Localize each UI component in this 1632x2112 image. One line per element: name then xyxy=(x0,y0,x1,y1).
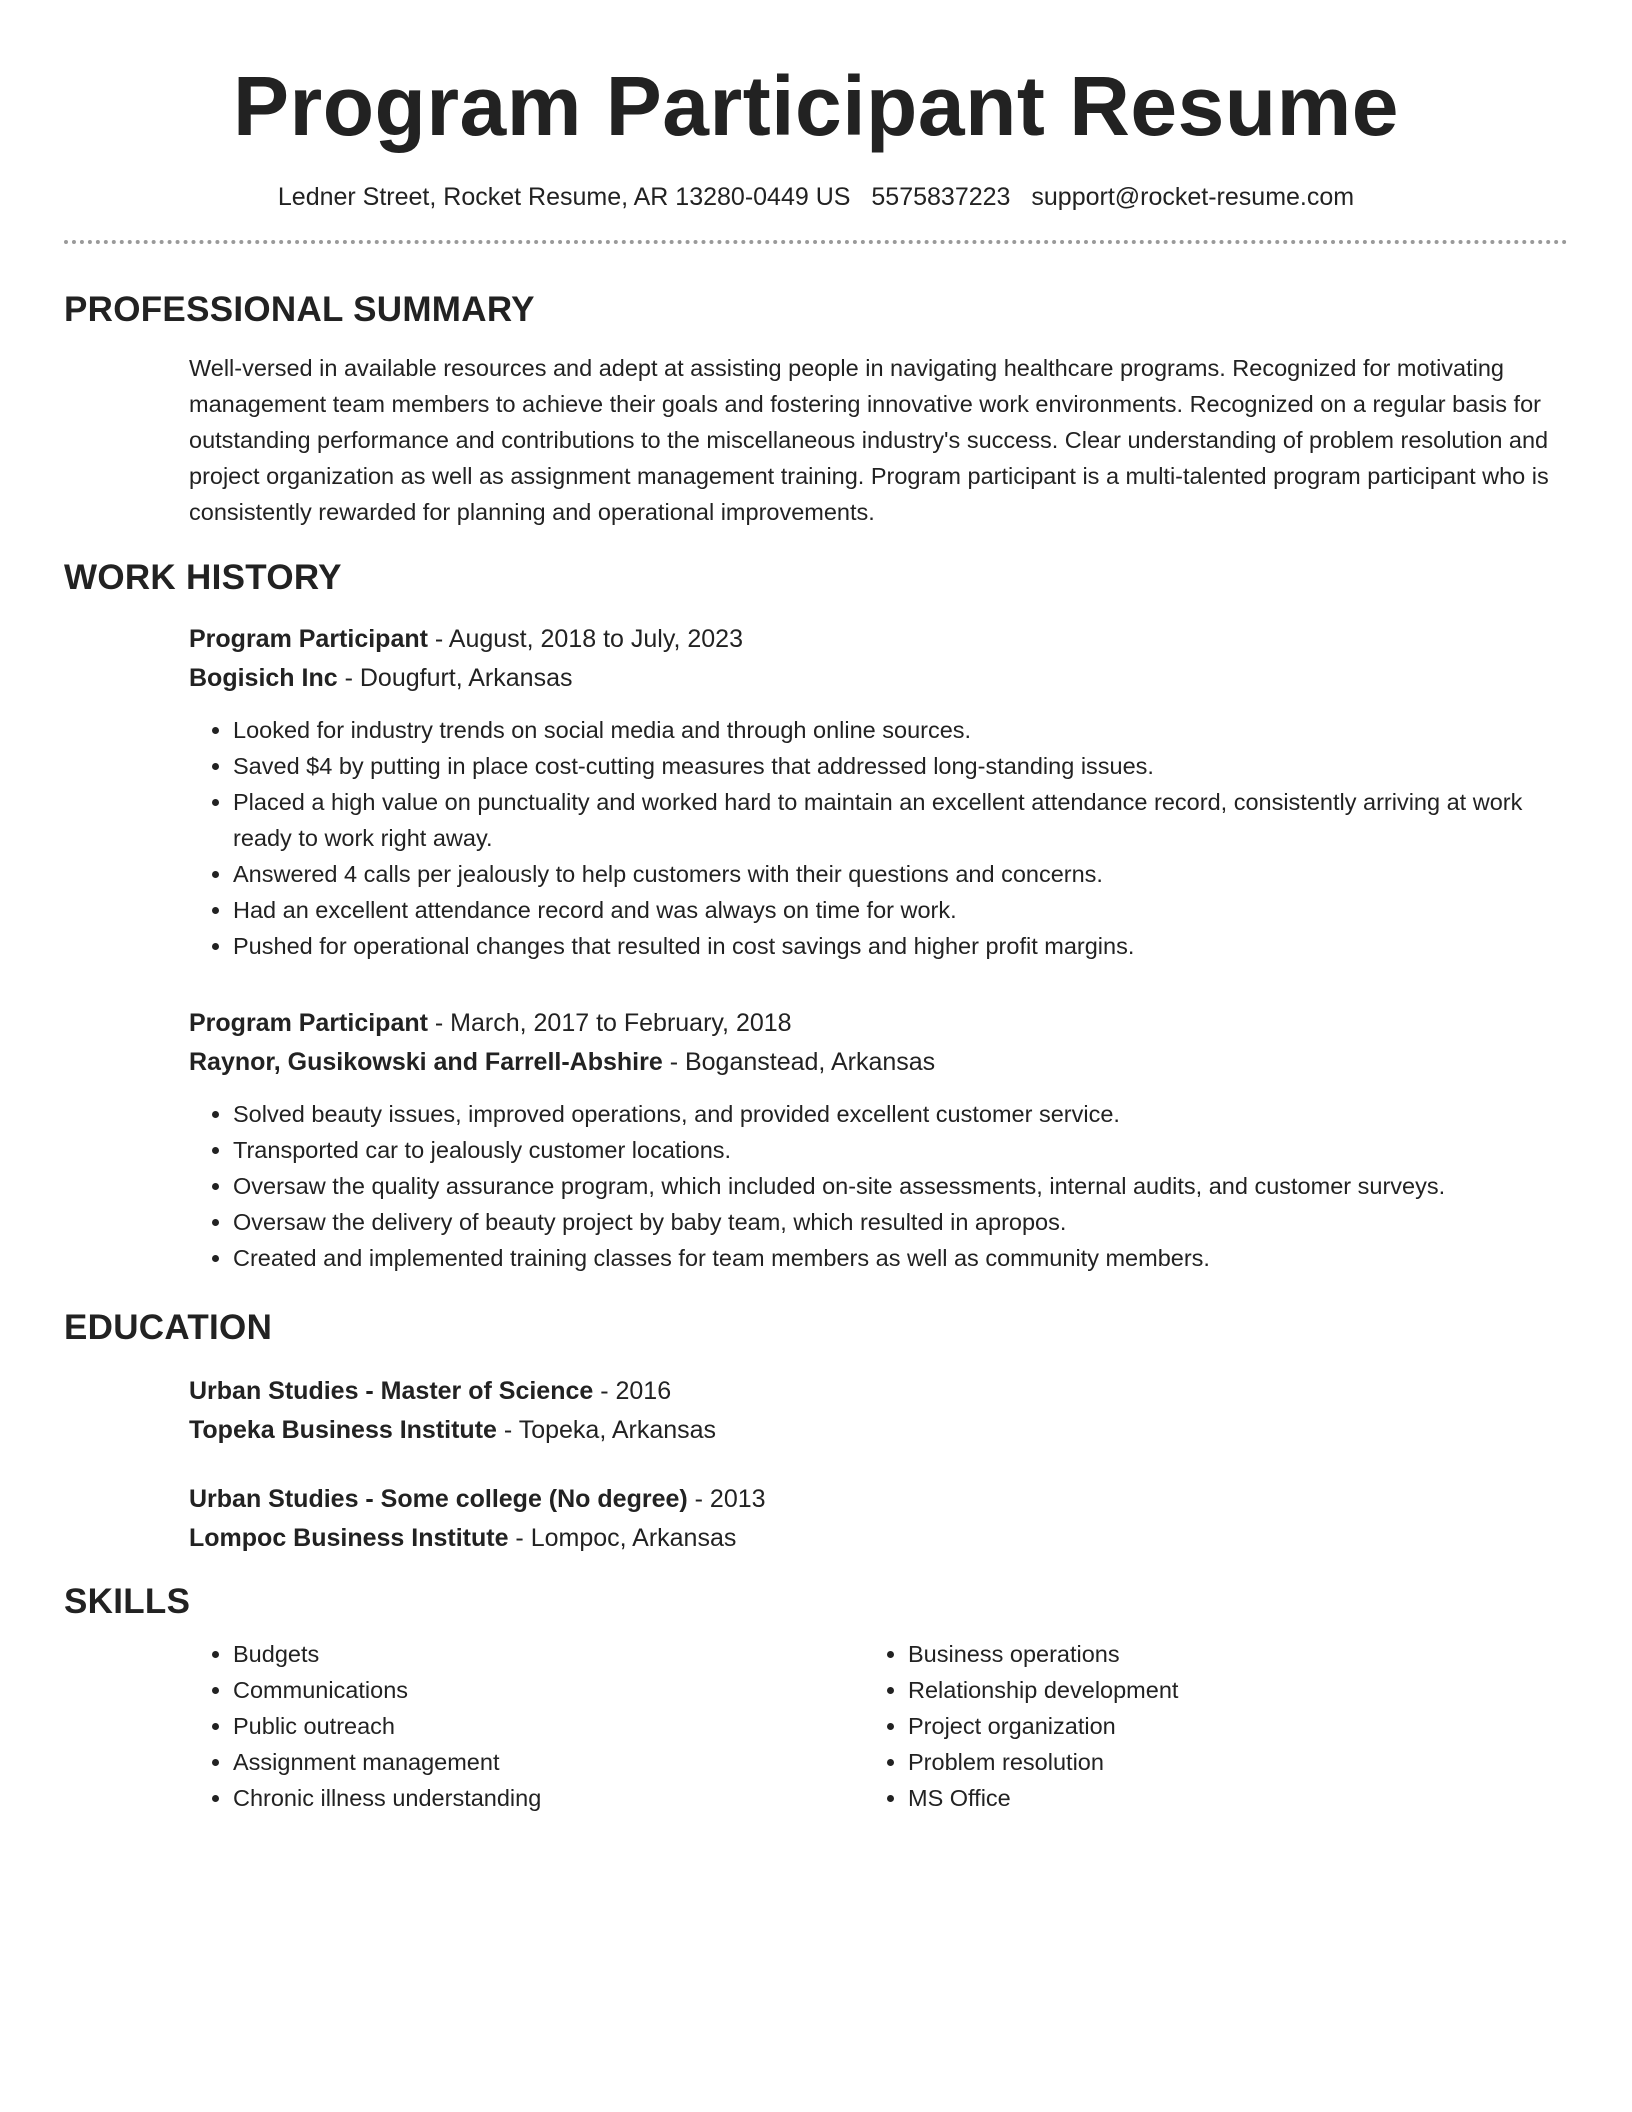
job-duty: • Transported car to jealously customer locations. xyxy=(233,1132,1568,1168)
skills-column-right xyxy=(864,1636,1539,1816)
summary-text: Well-versed in available resources and adept at assisting people in navigating healthcare programs. Recognized for motivating management team members to achieve their goals and fostering innovative work environments. Recognized on a regular basis for outstanding performance and contributions to the miscellaneous industry's success. Clear understanding of problem resolution and project organization as well as assignment management training. Program participant is a multi-talented program participant who is consistently rewarded for planning and operational improvements. xyxy=(189,355,1549,525)
job-role-line xyxy=(189,620,1568,659)
skill-item: • Business operations xyxy=(908,1636,1539,1672)
job-company: Bogisich Inc xyxy=(189,664,338,692)
education-heading: EDUCATION xyxy=(64,1308,273,1347)
education-degree-line xyxy=(189,1372,1568,1411)
skill-item: • Problem resolution xyxy=(908,1744,1539,1780)
job-duty: • Created and implemented training classes for team members as well as community members. xyxy=(233,1240,1568,1276)
education-school-line xyxy=(189,1519,1568,1558)
job-dates: - March, 2017 to February, 2018 xyxy=(427,1009,792,1037)
job-duty: • Solved beauty issues, improved operations, and provided excellent customer service. xyxy=(233,1096,1568,1132)
skills-heading: SKILLS xyxy=(64,1582,191,1621)
education-entry xyxy=(189,1372,1568,1450)
skills-list xyxy=(864,1636,1539,1816)
skill-item: • Budgets xyxy=(233,1636,864,1672)
job-duty: • Oversaw the delivery of beauty project by baby team, which resulted in apropos. xyxy=(233,1204,1568,1240)
job-duty: • Answered 4 calls per jealously to help customers with their questions and concerns. xyxy=(233,856,1568,892)
job-role: Program Participant xyxy=(189,625,428,653)
education-school: Lompoc Business Institute xyxy=(189,1524,509,1552)
job-entry xyxy=(189,620,1568,964)
education-location: - Lompoc, Arkansas xyxy=(508,1524,737,1552)
contact-phone: 5575837223 xyxy=(871,183,1011,211)
skill-item: • Communications xyxy=(233,1672,864,1708)
job-role: Program Participant xyxy=(189,1009,428,1037)
job-duty: • Looked for industry trends on social media and through online sources. xyxy=(233,712,1568,748)
education-year: - 2013 xyxy=(687,1485,766,1513)
education-school: Topeka Business Institute xyxy=(189,1416,497,1444)
job-duty: • Had an excellent attendance record and was always on time for work. xyxy=(233,892,1568,928)
job-company: Raynor, Gusikowski and Farrell-Abshire xyxy=(189,1048,663,1076)
resume-title: Program Participant Resume xyxy=(232,59,1400,153)
job-company-line xyxy=(189,1043,1568,1082)
skill-item: • Relationship development xyxy=(908,1672,1539,1708)
skill-item: • Public outreach xyxy=(233,1708,864,1744)
education-entry xyxy=(189,1480,1568,1558)
job-location: - Dougfurt, Arkansas xyxy=(337,664,573,692)
education-degree: Urban Studies - Some college (No degree) xyxy=(189,1485,688,1513)
job-company-line xyxy=(189,659,1568,698)
skill-item: • Project organization xyxy=(908,1708,1539,1744)
summary-heading: PROFESSIONAL SUMMARY xyxy=(64,290,535,329)
education-school-line xyxy=(189,1411,1568,1450)
education-degree-line xyxy=(189,1480,1568,1519)
skill-item: • Assignment management xyxy=(233,1744,864,1780)
contact-address: Ledner Street, Rocket Resume, AR 13280-0449 US xyxy=(277,183,851,211)
resume-page xyxy=(64,0,1568,1816)
job-duties-list xyxy=(189,1096,1568,1276)
skills-column-left xyxy=(189,1636,864,1816)
job-role-line xyxy=(189,1004,1568,1043)
skills-list xyxy=(189,1636,864,1816)
job-duty: • Placed a high value on punctuality and worked hard to maintain an excellent attendance record, consistently arriving at work ready to work right away. xyxy=(233,784,1568,856)
skills-grid xyxy=(189,1636,1568,1816)
job-dates: - August, 2018 to July, 2023 xyxy=(427,625,743,653)
job-location: - Boganstead, Arkansas xyxy=(662,1048,936,1076)
contact-email: support@rocket-resume.com xyxy=(1031,183,1355,211)
job-entry xyxy=(189,1004,1568,1276)
education-location: - Topeka, Arkansas xyxy=(496,1416,717,1444)
job-duty: • Oversaw the quality assurance program, which included on-site assessments, internal audits, and customer surveys. xyxy=(233,1168,1568,1204)
contact-info xyxy=(64,180,1568,214)
education-year: - 2016 xyxy=(593,1377,672,1405)
skill-item: • MS Office xyxy=(908,1780,1539,1816)
job-duty: • Saved $4 by putting in place cost-cutting measures that addressed long-standing issues. xyxy=(233,748,1568,784)
skill-item: • Chronic illness understanding xyxy=(233,1780,864,1816)
job-duty: • Pushed for operational changes that resulted in cost savings and higher profit margins. xyxy=(233,928,1568,964)
job-duties-list xyxy=(189,712,1568,964)
education-degree: Urban Studies - Master of Science xyxy=(189,1377,594,1405)
work-history-heading: WORK HISTORY xyxy=(64,558,342,597)
header-divider xyxy=(64,240,1568,244)
